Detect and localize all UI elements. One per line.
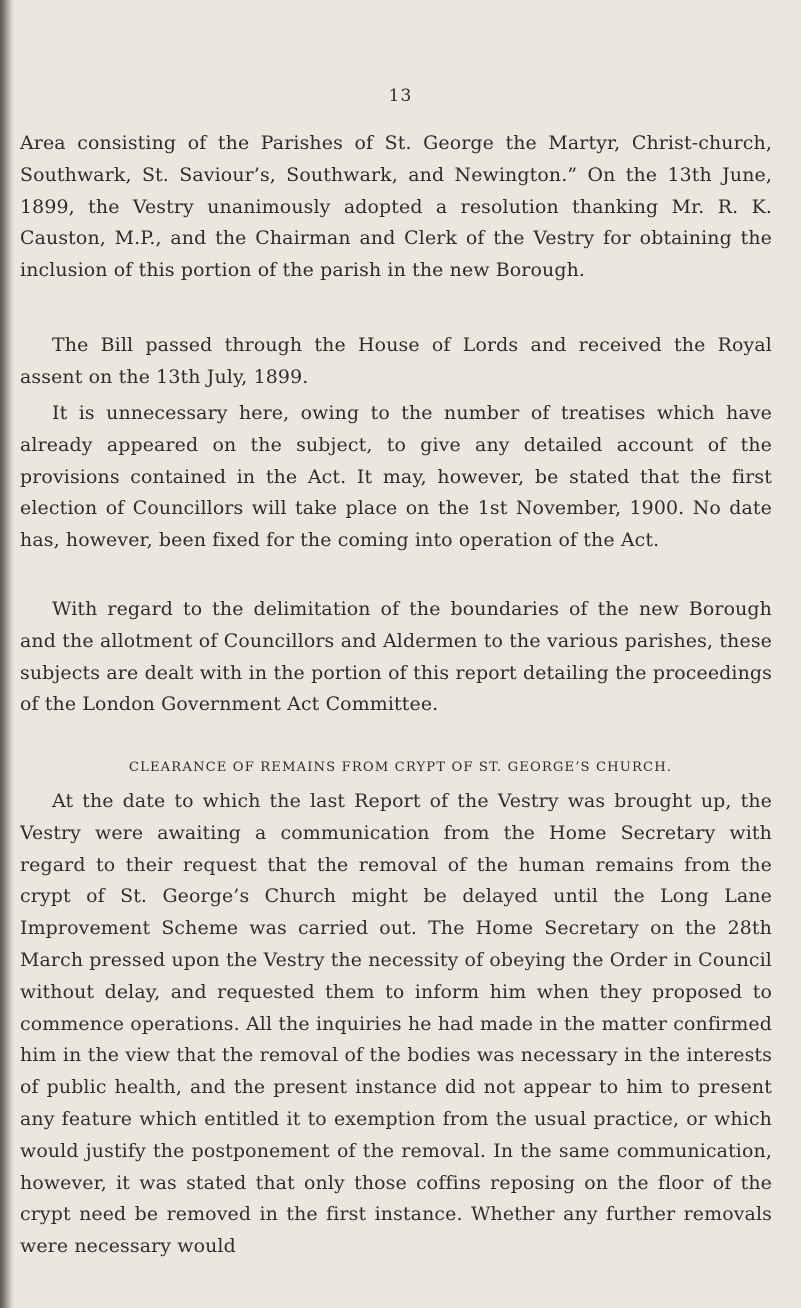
- paragraph-text: The Bill passed through the House of Lords and received the Royal assent on the 13th July, 1899.: [20, 334, 772, 388]
- paragraph-text: Area consisting of the Parishes of St. George the Martyr, Christ-church, Southwark, St. Saviour’s, Southwark, and Newington.” On the 13th June, 1899, the Vestry unanimously adopted a resolution thanking Mr. R. K. Causton, M.P., and the Chairman and Clerk of the Vestry for obtaining the inclusion of this portion of the parish in the new Borough.: [20, 132, 772, 282]
- paragraph-parishes-area: [20, 128, 772, 287]
- paragraph-bill-passed: [20, 330, 772, 394]
- paragraph-text: At the date to which the last Report of the Vestry was brought up, the Vestry were awaiting a communication from the Home Secretary with regard to their request that the removal of the human remains from the crypt of St. George’s Church might be delayed until the Long Lane Improvement Scheme was carried out. The Home Secretary on the 28th March pressed upon the Vestry the necessity of obeying the Order in Council without delay, and requested them to inform him when they proposed to commence operations. All the inquiries he had made in the matter confirmed him in the view that the removal of the bodies was necessary in the interests of public health, and the present instance did not appear to him to present any feature which entitled it to exemption from the usual practice, or which would justify the postponement of the removal. In the same communication, however, it was stated that only those coffins reposing on the floor of the crypt need be removed in the first instance. Whether any further removals were necessary would: [20, 790, 772, 1258]
- paragraph-act-provisions: [20, 398, 772, 557]
- paragraph-text: With regard to the delimitation of the boundaries of the new Borough and the allotment of Councillors and Aldermen to the various parishes, these subjects are dealt with in the portion of this report detailing the proceedings of the London Government Act Committee.: [20, 598, 772, 716]
- paragraph-crypt-clearance: [20, 786, 772, 1263]
- page-number: 13: [388, 86, 413, 106]
- paragraph-boundaries: [20, 594, 772, 721]
- section-heading: CLEARANCE OF REMAINS FROM CRYPT OF ST. GEORGE’S CHURCH.: [128, 760, 673, 775]
- paragraph-text: It is unnecessary here, owing to the number of treatises which have already appeared on the subject, to give any detailed account of the provisions contained in the Act. It may, however, be stated that the first election of Councillors will take place on the 1st November, 1900. No date has, however, been fixed for the coming into operation of the Act.: [20, 402, 772, 552]
